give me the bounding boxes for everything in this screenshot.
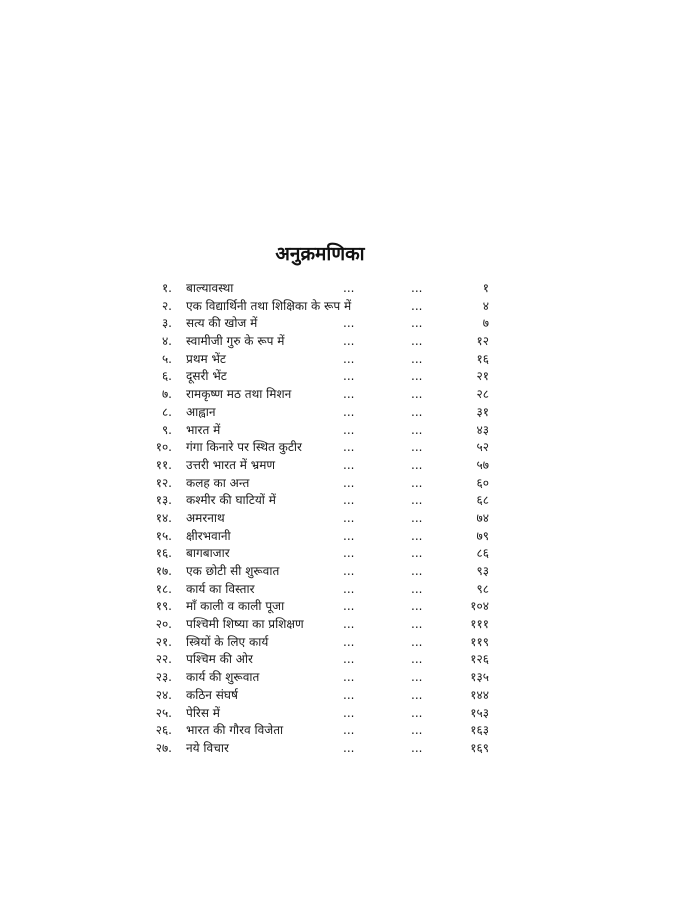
toc-leader-dots: ... [343, 740, 355, 755]
toc-entry [0, 333, 700, 351]
toc-entry-number: १. [161, 281, 172, 295]
toc-leader-dots: ... [411, 740, 423, 755]
toc-entry-number: १०. [155, 440, 172, 455]
toc-leader-dots: ... [343, 581, 355, 596]
toc-entry-title: भारत की गौरव विजेता [186, 723, 284, 738]
toc-leader-dots: ... [411, 705, 423, 720]
toc-entry-page-number: २८ [476, 387, 489, 402]
toc-entry-page-number: ९३ [476, 564, 489, 578]
toc-leader-dots: ... [343, 687, 355, 702]
toc-entry-number: २६. [155, 723, 172, 738]
toc-leader-dots: ... [411, 564, 423, 578]
table-of-contents [0, 280, 700, 758]
toc-entry-page-number: १०४ [470, 599, 489, 614]
toc-entry-title: पश्चिम की ओर [186, 652, 253, 667]
toc-leader-dots: ... [343, 281, 355, 295]
toc-entry-page-number: ६८ [476, 493, 489, 508]
toc-entry-title: नये विचार [186, 740, 229, 755]
toc-entry-number: १७. [155, 564, 172, 578]
toc-entry [0, 581, 700, 599]
toc-leader-dots: ... [343, 652, 355, 667]
toc-entry-number: २२. [155, 652, 172, 667]
toc-entry-number: ८. [161, 404, 172, 419]
toc-leader-dots: ... [411, 334, 423, 349]
toc-entry-title: माँ काली व काली पूजा [186, 599, 285, 614]
toc-entry [0, 563, 700, 581]
toc-entry-page-number: ११९ [470, 634, 489, 649]
toc-entry [0, 351, 700, 369]
toc-entry-page-number: १२ [476, 334, 489, 349]
toc-entry [0, 280, 700, 298]
toc-entry-title: बाल्यावस्था [186, 281, 234, 295]
toc-entry [0, 669, 700, 687]
toc-entry-page-number: ५७ [476, 457, 489, 472]
toc-entry-title: कलह का अन्त [186, 475, 250, 490]
toc-entry-number: २. [161, 298, 172, 313]
toc-leader-dots: ... [343, 634, 355, 649]
toc-entry-number: १६. [155, 546, 172, 561]
toc-leader-dots: ... [411, 510, 423, 525]
toc-entry-number: ९. [161, 422, 172, 437]
toc-entry [0, 598, 700, 616]
toc-entry-page-number: १६३ [470, 723, 489, 738]
toc-entry-number: २७. [155, 740, 172, 755]
toc-entry [0, 687, 700, 705]
toc-leader-dots: ... [411, 387, 423, 402]
toc-leader-dots: ... [411, 723, 423, 738]
toc-entry-title: कठिन संघर्ष [186, 687, 238, 702]
toc-entry-number: १२. [155, 475, 172, 490]
toc-entry-title: बागबाजार [186, 546, 230, 561]
toc-entry-page-number: ७९ [476, 528, 489, 543]
toc-entry-page-number: १११ [470, 617, 489, 632]
toc-entry-number: २४. [155, 687, 172, 702]
toc-entry [0, 475, 700, 493]
toc-entry-number: २०. [155, 617, 172, 632]
toc-entry [0, 651, 700, 669]
toc-entry [0, 386, 700, 404]
toc-entry-page-number: १५३ [470, 705, 489, 720]
toc-leader-dots: ... [411, 670, 423, 685]
toc-leader-dots: ... [343, 369, 355, 384]
toc-entry [0, 298, 700, 316]
toc-entry-page-number: २१ [476, 369, 489, 384]
toc-entry [0, 616, 700, 634]
toc-entry-page-number: १ [482, 281, 489, 295]
toc-entry-page-number: ४ [482, 298, 489, 313]
toc-leader-dots: ... [343, 510, 355, 525]
toc-leader-dots: ... [411, 316, 423, 331]
toc-entry-title: प्रथम भेंट [186, 351, 226, 366]
toc-leader-dots: ... [411, 652, 423, 667]
toc-leader-dots: ... [411, 617, 423, 632]
toc-entry-title: स्त्रियों के लिए कार्य [186, 634, 269, 649]
toc-leader-dots: ... [343, 387, 355, 402]
toc-entry-title: स्वामीजी गुरु के रूप में [186, 334, 285, 349]
toc-entry-number: ११. [155, 457, 172, 472]
toc-entry-page-number: ६० [476, 475, 489, 490]
toc-entry-title: क्षीरभवानी [186, 528, 231, 543]
toc-entry [0, 422, 700, 440]
toc-leader-dots: ... [343, 351, 355, 366]
toc-entry [0, 492, 700, 510]
toc-leader-dots: ... [343, 440, 355, 455]
toc-entry-title: आह्वान [186, 404, 216, 419]
toc-leader-dots: ... [343, 475, 355, 490]
toc-entry-page-number: ७ [482, 316, 489, 331]
toc-leader-dots: ... [411, 457, 423, 472]
toc-entry-number: २१. [155, 634, 172, 649]
toc-entry-number: ६. [161, 369, 172, 384]
toc-entry-number: १४. [155, 510, 172, 525]
toc-leader-dots: ... [343, 546, 355, 561]
toc-entry-page-number: ४३ [476, 422, 489, 437]
toc-leader-dots: ... [343, 528, 355, 543]
toc-entry-number: १९. [155, 599, 172, 614]
toc-leader-dots: ... [411, 440, 423, 455]
toc-leader-dots: ... [411, 281, 423, 295]
toc-entry [0, 510, 700, 528]
toc-leader-dots: ... [411, 493, 423, 508]
toc-entry-page-number: ९८ [476, 581, 489, 596]
toc-entry-page-number: ५२ [476, 440, 489, 455]
page-title: अनुक्रमणिका [275, 243, 365, 265]
toc-leader-dots: ... [343, 617, 355, 632]
toc-entry-page-number: १६ [476, 351, 489, 366]
toc-leader-dots: ... [343, 493, 355, 508]
toc-leader-dots: ... [411, 546, 423, 561]
toc-entry-title: दूसरी भेंट [186, 369, 227, 384]
toc-entry-page-number: १२६ [470, 652, 489, 667]
toc-entry-title: कार्य का विस्तार [186, 581, 255, 596]
toc-leader-dots: ... [411, 422, 423, 437]
toc-leader-dots: ... [343, 316, 355, 331]
toc-entry-number: ४. [161, 334, 172, 349]
toc-entry-title: एक विद्यार्थिनी तथा शिक्षिका के रूप में [186, 298, 352, 313]
toc-entry-title: रामकृष्ण मठ तथा मिशन [186, 387, 292, 402]
toc-leader-dots: ... [411, 599, 423, 614]
toc-leader-dots: ... [343, 705, 355, 720]
toc-entry [0, 545, 700, 563]
toc-entry-title: पश्चिमी शिष्या का प्रशिक्षण [186, 617, 304, 632]
toc-leader-dots: ... [411, 369, 423, 384]
toc-entry-title: कार्य की शुरूवात [186, 670, 260, 685]
toc-entry-number: ५. [161, 351, 172, 366]
toc-entry [0, 315, 700, 333]
toc-entry [0, 457, 700, 475]
toc-leader-dots: ... [411, 351, 423, 366]
toc-leader-dots: ... [411, 528, 423, 543]
toc-entry [0, 439, 700, 457]
toc-entry-number: २३. [155, 670, 172, 685]
toc-entry [0, 634, 700, 652]
toc-entry-title: अमरनाथ [186, 510, 225, 525]
toc-entry-title: भारत में [186, 422, 221, 437]
toc-leader-dots: ... [343, 404, 355, 419]
toc-entry-page-number: ८६ [476, 546, 489, 561]
toc-entry-title: पेरिस में [186, 705, 220, 720]
toc-entry [0, 404, 700, 422]
toc-entry-page-number: १३५ [470, 670, 489, 685]
toc-leader-dots: ... [411, 298, 423, 313]
toc-leader-dots: ... [343, 422, 355, 437]
toc-entry-title: एक छोटी सी शुरूवात [186, 564, 280, 578]
toc-entry-number: १५. [155, 528, 172, 543]
toc-leader-dots: ... [411, 687, 423, 702]
toc-entry-page-number: ७४ [476, 510, 489, 525]
toc-entry-number: २५. [155, 705, 172, 720]
toc-entry [0, 528, 700, 546]
toc-entry-page-number: ३१ [476, 404, 489, 419]
toc-leader-dots: ... [343, 670, 355, 685]
toc-leader-dots: ... [411, 581, 423, 596]
toc-entry-title: कश्मीर की घाटियों में [186, 493, 276, 508]
toc-leader-dots: ... [343, 564, 355, 578]
toc-entry-number: १८. [155, 581, 172, 596]
toc-entry-number: ३. [161, 316, 172, 331]
toc-entry [0, 722, 700, 740]
toc-entry [0, 705, 700, 723]
toc-entry-page-number: १४४ [470, 687, 489, 702]
toc-entry-title: गंगा किनारे पर स्थित कुटीर [186, 440, 302, 455]
toc-leader-dots: ... [411, 404, 423, 419]
toc-entry-title: सत्य की खोज में [186, 316, 258, 331]
toc-entry-page-number: १६९ [470, 740, 489, 755]
toc-entry [0, 368, 700, 386]
toc-leader-dots: ... [343, 599, 355, 614]
toc-leader-dots: ... [411, 634, 423, 649]
toc-entry [0, 740, 700, 758]
toc-leader-dots: ... [343, 457, 355, 472]
toc-entry-number: ७. [161, 387, 172, 402]
toc-leader-dots: ... [343, 723, 355, 738]
toc-entry-title: उत्तरी भारत में भ्रमण [186, 457, 276, 472]
toc-leader-dots: ... [411, 475, 423, 490]
toc-leader-dots: ... [343, 334, 355, 349]
toc-entry-number: १३. [155, 493, 172, 508]
